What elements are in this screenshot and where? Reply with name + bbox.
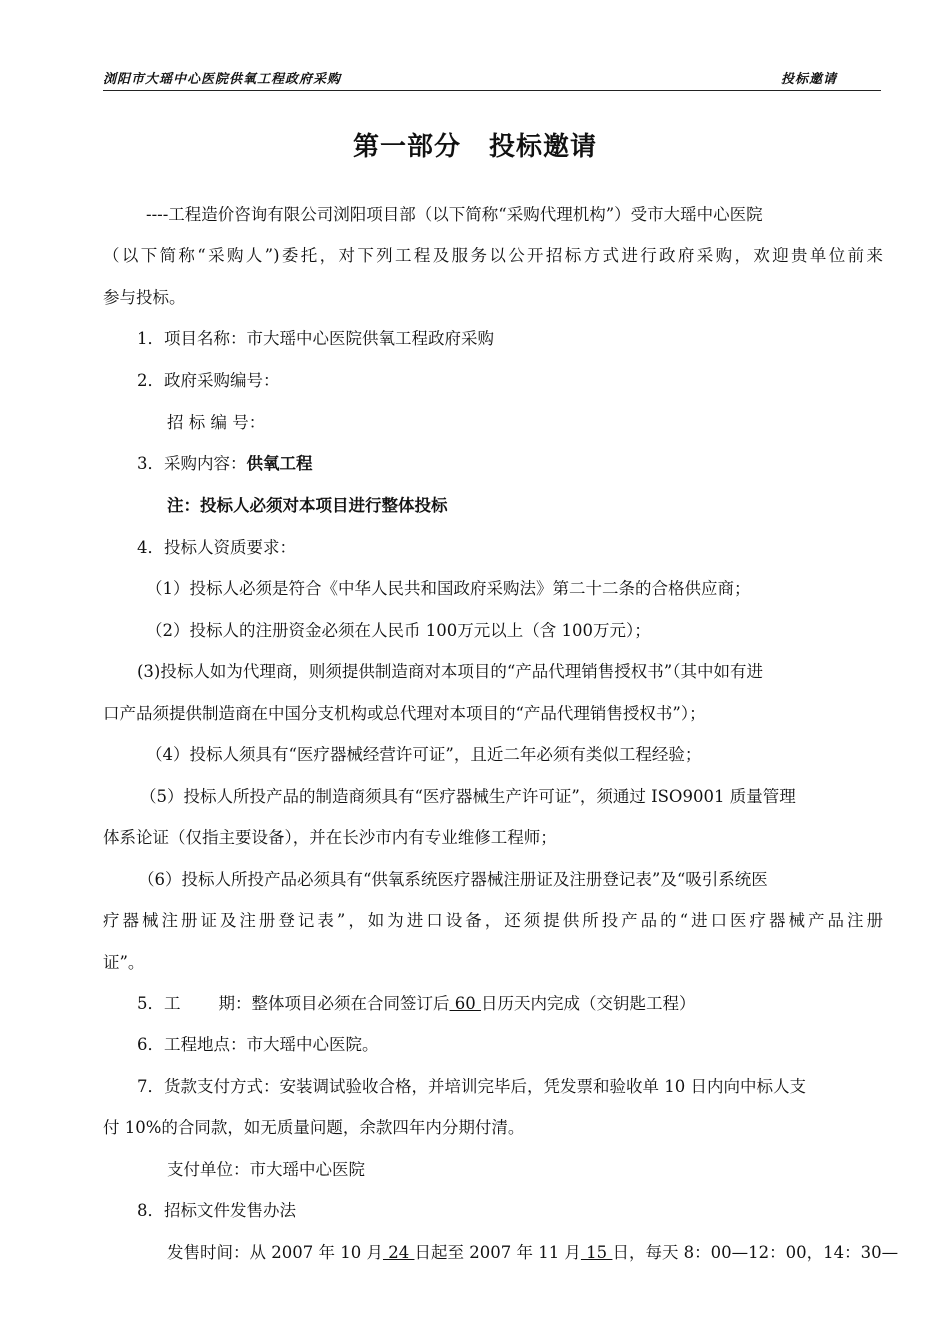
- qualification-4: （4）投标人须具有“医疗器械经营许可证”，且近二年必须有类似工程经验；: [146, 745, 702, 764]
- note-whole-bid: 注：投标人必须对本项目进行整体投标: [167, 496, 448, 515]
- intro-line-1: ----工程造价咨询有限公司浏阳项目部（以下简称“采购代理机构”）受市大瑶中心医院: [146, 205, 763, 224]
- qualification-6-line-1: （6）投标人所投产品必须具有“供氧系统医疗器械注册证及注册登记表”及“吸引系统医: [138, 870, 768, 889]
- qualification-1: （1）投标人必须是符合《中华人民共和国政府采购法》第二十二条的合格供应商；: [146, 579, 751, 598]
- page-title: [0, 130, 950, 164]
- item-3-label: 3．采购内容：: [137, 454, 247, 473]
- intro-line-3: 参与投标。: [103, 288, 186, 307]
- sale-start-day: 24: [382, 1243, 415, 1262]
- item-3-content: [137, 453, 917, 475]
- item-7-payment-line-1: 7．货款支付方式：安装调试验收合格，并培训完毕后，凭发票和验收单 10 日内向中标人支: [137, 1077, 806, 1096]
- item-8-sale-method: 8．招标文件发售办法: [137, 1201, 296, 1220]
- item-5-duration: [137, 993, 917, 1015]
- sale-time: [167, 1242, 947, 1264]
- payment-unit: 支付单位：市大瑶中心医院: [167, 1160, 365, 1179]
- sale-end-day: 15: [580, 1243, 613, 1262]
- item-5-rest: 日历天内完成（交钥匙工程）: [481, 994, 696, 1013]
- item-5-label-2: 期：整体项目必须在合同签订后: [218, 994, 450, 1013]
- item-1-project-name: 1．项目名称：市大瑶中心医院供氧工程政府采购: [137, 329, 494, 348]
- sale-time-hours: 日，每天 8：00—12：00，14：30—: [612, 1243, 899, 1262]
- title-part: 第一部分: [352, 132, 461, 162]
- item-7-payment-line-2: 付 10%的合同款，如无质量问题，余款四年内分期付清。: [103, 1118, 525, 1137]
- qualification-6-line-3: 证”。: [103, 953, 145, 972]
- item-4-qualifications: 4．投标人资质要求：: [137, 538, 296, 557]
- page-header: [103, 68, 881, 91]
- intro-line-2: （以下简称“采购人”)委托，对下列工程及服务以公开招标方式进行政府采购，欢迎贵单位前来: [103, 246, 883, 265]
- header-section-title: 投标邀请: [780, 72, 837, 87]
- sale-time-start: 发售时间：从 2007 年 10 月: [167, 1243, 383, 1262]
- qualification-5-line-2: 体系论证（仅指主要设备），并在长沙市内有专业维修工程师；: [103, 828, 557, 847]
- qualification-3-line-1: (3)投标人如为代理商，则须提供制造商对本项目的“产品代理销售授权书”（其中如有进: [137, 662, 763, 681]
- title-name: 投标邀请: [489, 132, 598, 162]
- qualification-5-line-1: （5）投标人所投产品的制造商须具有“医疗器械生产许可证”，须通过 ISO9001 质量管理: [140, 787, 796, 806]
- item-5-days: 60: [449, 994, 481, 1013]
- item-2-procurement-number: 2．政府采购编号：: [137, 371, 280, 390]
- item-6-location: 6．工程地点：市大瑶中心医院。: [137, 1035, 379, 1054]
- qualification-6-line-2: 疗器械注册证及注册登记表”，如为进口设备，还须提供所投产品的“进口医疗器械产品注册: [103, 911, 883, 930]
- item-3-value: 供氧工程: [246, 454, 313, 473]
- item-2-tender-number: 招 标 编 号：: [167, 413, 266, 432]
- header-document-title: 浏阳市大瑶中心医院供氧工程政府采购: [103, 72, 342, 87]
- item-5-label: 5．工: [137, 994, 181, 1013]
- sale-time-middle: 日起至 2007 年 11 月: [414, 1243, 581, 1262]
- qualification-3-line-2: 口产品须提供制造商在中国分支机构或总代理对本项目的“产品代理销售授权书”）；: [103, 704, 706, 723]
- qualification-2: （2）投标人的注册资金必须在人民币 100万元以上（含 100万元）；: [146, 621, 651, 640]
